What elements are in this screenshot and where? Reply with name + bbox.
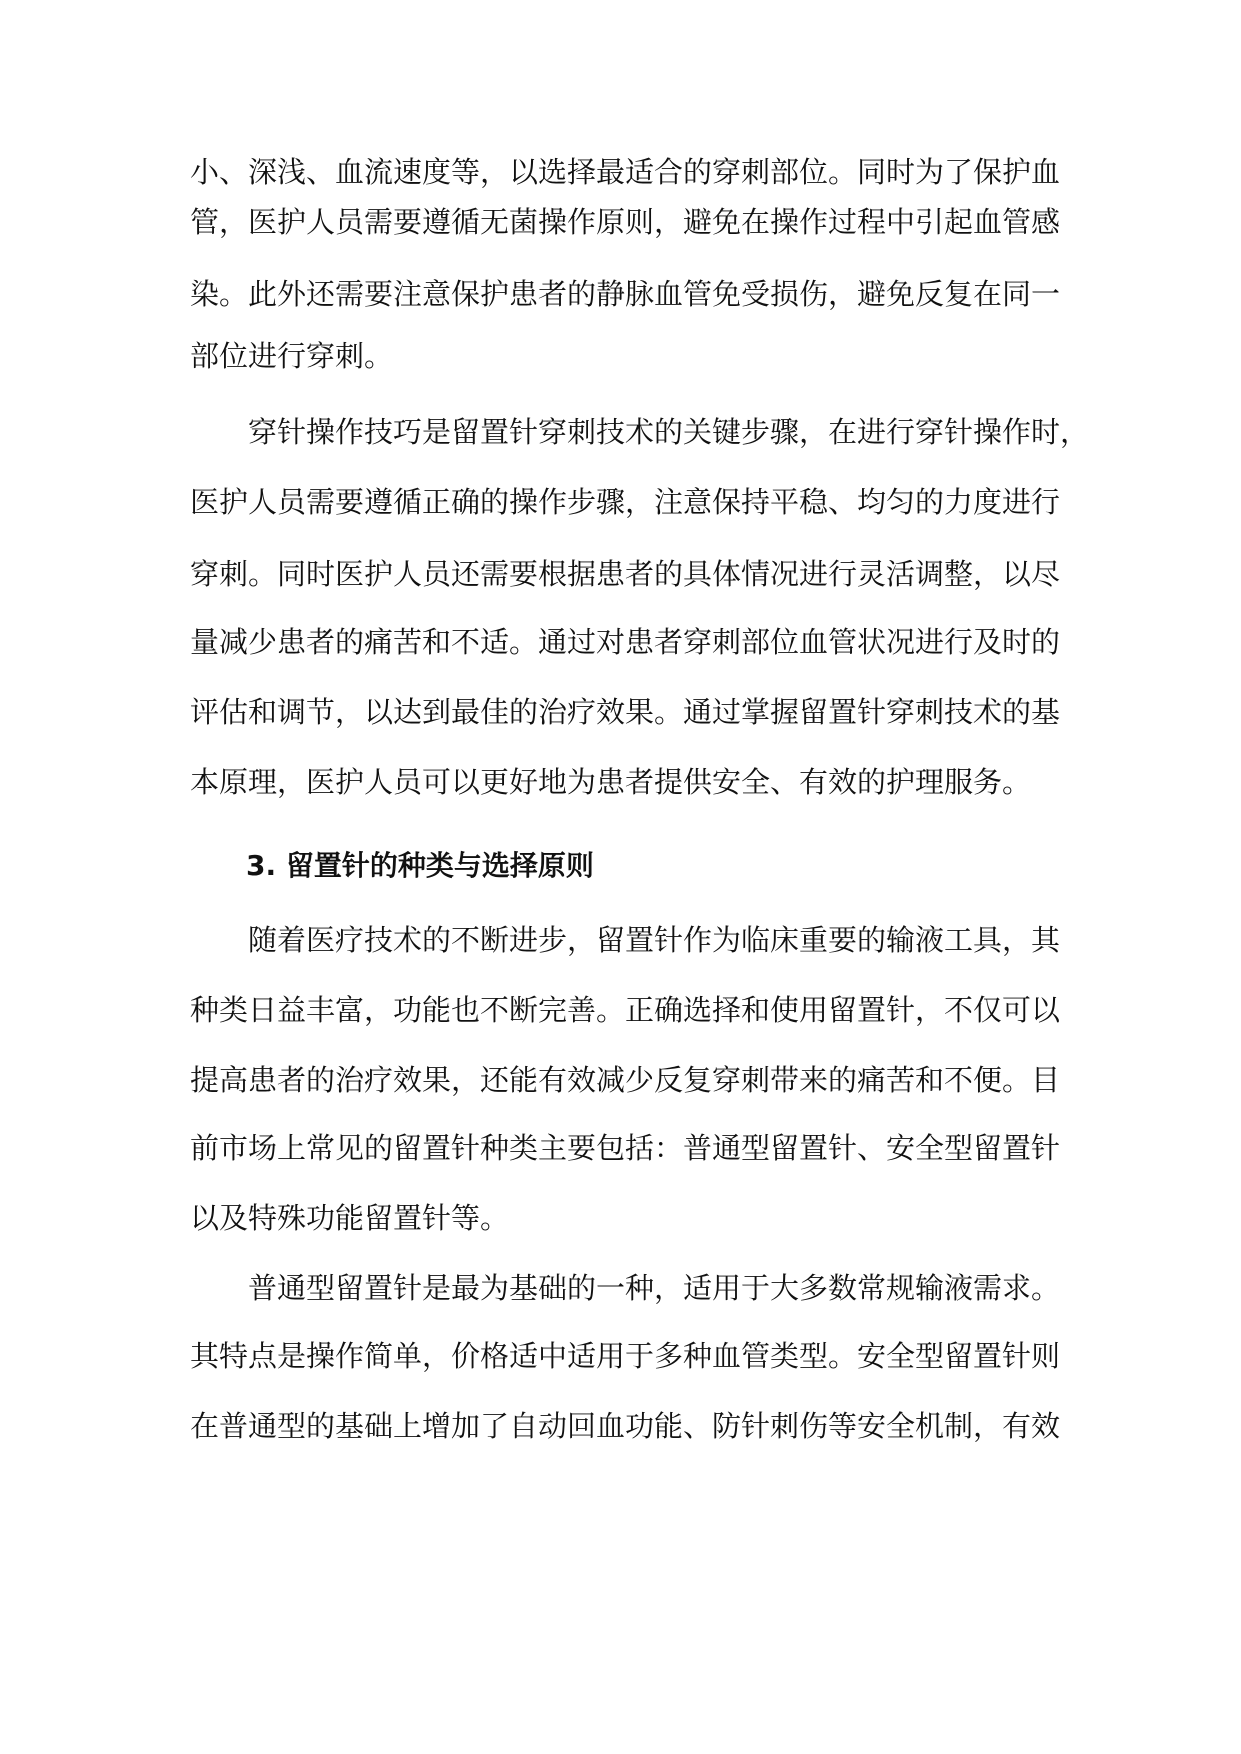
text-line: 普通型留置针是最为基础的一种，适用于大多数常规输液需求。 <box>248 1271 1061 1305</box>
text-line: 医护人员需要遵循正确的操作步骤，注意保持平稳、均匀的力度进行 <box>190 485 1061 519</box>
text-line: 在普通型的基础上增加了自动回血功能、防针刺伤等安全机制，有效 <box>190 1409 1061 1443</box>
text-line: 小、深浅、血流速度等，以选择最适合的穿刺部位。同时为了保护血 <box>190 155 1061 189</box>
text-line: 种类日益丰富，功能也不断完善。正确选择和使用留置针，不仅可以 <box>190 993 1061 1027</box>
text-line: 随着医疗技术的不断进步，留置针作为临床重要的输液工具，其 <box>248 923 1061 957</box>
text-line: 穿刺。同时医护人员还需要根据患者的具体情况进行灵活调整，以尽 <box>190 557 1061 591</box>
text-line: 以及特殊功能留置针等。 <box>190 1201 510 1235</box>
text-line: 部位进行穿刺。 <box>190 339 394 373</box>
text-line: 本原理，医护人员可以更好地为患者提供安全、有效的护理服务。 <box>190 765 1032 799</box>
text-line: 染。此外还需要注意保护患者的静脉血管免受损伤，避免反复在同一 <box>190 277 1061 311</box>
text-line: 量减少患者的痛苦和不适。通过对患者穿刺部位血管状况进行及时的 <box>190 625 1061 659</box>
text-line: 管，医护人员需要遵循无菌操作原则，避免在操作过程中引起血管感 <box>190 205 1061 239</box>
text-line: 评估和调节，以达到最佳的治疗效果。通过掌握留置针穿刺技术的基 <box>190 695 1061 729</box>
text-line: 前市场上常见的留置针种类主要包括：普通型留置针、安全型留置针 <box>190 1131 1061 1165</box>
text-line: 其特点是操作简单，价格适中适用于多种血管类型。安全型留置针则 <box>190 1339 1061 1373</box>
text-line: 提高患者的治疗效果，还能有效减少反复穿刺带来的痛苦和不便。目 <box>190 1063 1061 1097</box>
section-heading: 3. 留置针的种类与选择原则 <box>246 849 594 882</box>
text-line: 穿针操作技巧是留置针穿刺技术的关键步骤，在进行穿针操作时， <box>248 415 1090 449</box>
